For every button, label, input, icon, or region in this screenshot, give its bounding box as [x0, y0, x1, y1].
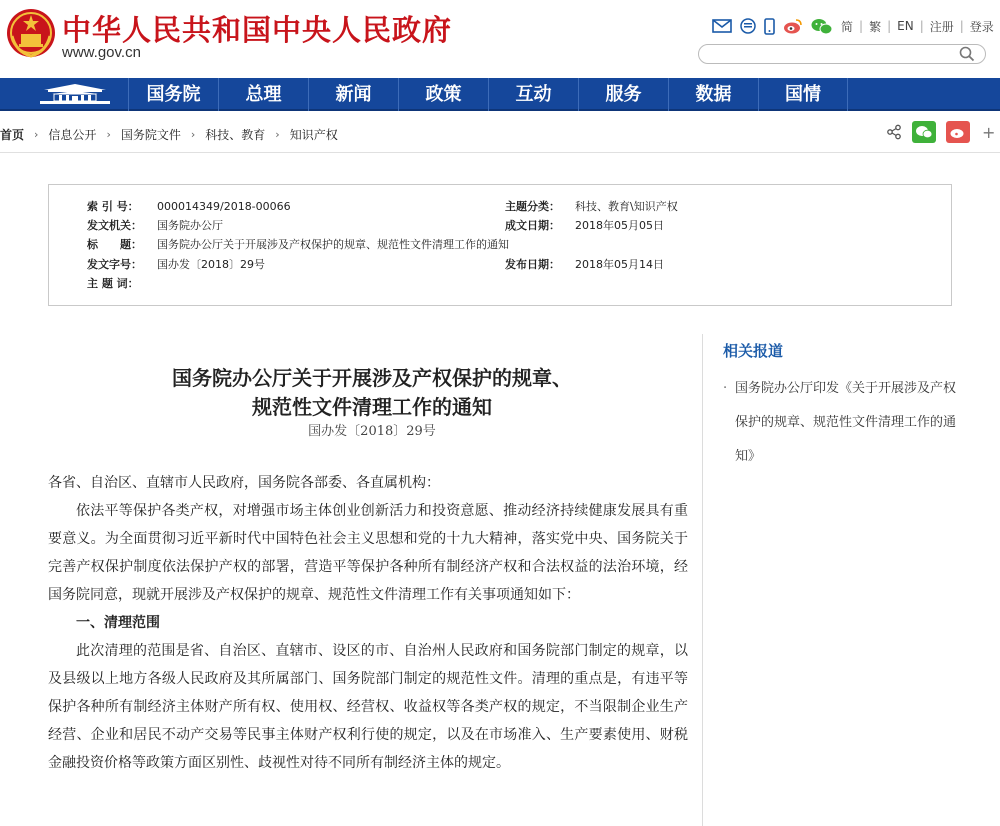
info-key: 索 引 号： [87, 200, 139, 213]
lang-english-link[interactable]: EN [897, 19, 914, 33]
lang-traditional-link[interactable]: 繁 [869, 19, 882, 34]
info-value: 科技、教育\知识产权 [575, 200, 678, 213]
mail-icon[interactable] [712, 19, 732, 33]
nav-item-interaction[interactable]: 互动 [488, 78, 578, 111]
nav-item-state-council[interactable]: 国务院 [128, 78, 218, 111]
article-title-line: 规范性文件清理工作的通知 [252, 395, 492, 419]
info-key: 主 题 词： [87, 277, 139, 290]
article-paragraph: 依法平等保护各类产权，对增强市场主体创业创新活力和投资意愿、推动经济持续健康发展具有重要意义。为全面贯彻习近平新时代中国特色社会主义思想和党的十九大精神，落实党中央、国务院关于完善产权保护制度依法保护产权的部署，营造平等保护各种所有制经济产权和合法权益的法治环境，经国务院同意，现就开展涉及产权保护的规章、规范性文件清理工作有关事项通知如下： [48, 503, 688, 603]
lang-simplified-link[interactable]: 简 [841, 19, 854, 34]
national-emblem-icon[interactable] [6, 6, 56, 60]
breadcrumb-state-council-docs[interactable]: 国务院文件 [120, 127, 181, 142]
register-link[interactable]: 注册 [929, 19, 954, 34]
breadcrumb-home[interactable]: 首页 [0, 127, 25, 142]
breadcrumb-info-disclosure[interactable]: 信息公开 [48, 127, 97, 142]
article-salutation: 各省、自治区、直辖市人民政府，国务院各部委、各直属机构： [48, 475, 440, 491]
breadcrumb-separator: › [190, 127, 196, 141]
info-value: 国务院办公厅 [157, 219, 223, 232]
share-more-icon[interactable]: + [982, 122, 996, 142]
info-key: 发布日期： [505, 258, 560, 271]
nav-item-services[interactable]: 服务 [578, 78, 668, 111]
info-published-date [505, 257, 664, 273]
toolbar-separator: | [859, 19, 864, 33]
site-domain[interactable]: www.gov.cn [62, 44, 141, 61]
info-value: 国务院办公厅关于开展涉及产权保护的规章、规范性文件清理工作的通知 [157, 238, 509, 251]
nav-item-data[interactable]: 数据 [668, 78, 758, 111]
mobile-icon[interactable] [764, 18, 775, 35]
wechat-icon[interactable] [811, 18, 833, 35]
nav-item-news[interactable]: 新闻 [308, 78, 398, 111]
rss-icon[interactable] [740, 18, 756, 34]
info-value: 国办发〔2018〕29号 [157, 258, 265, 271]
info-key: 发文字号： [87, 258, 142, 271]
article-title-line: 国务院办公厅关于开展涉及产权保护的规章、 [172, 366, 572, 390]
nav-item-policies[interactable]: 政策 [398, 78, 488, 111]
login-link[interactable]: 登录 [969, 19, 994, 34]
breadcrumb-separator: › [275, 127, 280, 141]
article-doc-number: 国办发〔2018〕29号 [308, 424, 436, 439]
share-wechat-icon[interactable] [912, 121, 936, 143]
top-toolbar [712, 16, 994, 36]
search-input[interactable] [709, 47, 959, 65]
article-body [48, 469, 688, 777]
bullet-icon: · [723, 381, 728, 396]
info-issuer [87, 218, 223, 234]
info-value: 2018年05月05日 [575, 219, 664, 232]
related-report-label: 国务院办公厅印发《关于开展涉及产权保护的规章、规范性文件清理工作的通知》 [735, 381, 957, 464]
share-icon[interactable] [886, 124, 902, 140]
toolbar-separator: | [919, 19, 924, 33]
info-keywords [87, 276, 157, 292]
related-reports-panel [702, 334, 1000, 826]
info-key: 标 题： [87, 238, 142, 251]
info-key: 发文机关： [87, 219, 142, 232]
article-section-heading: 一、清理范围 [76, 615, 160, 631]
breadcrumb-separator: › [34, 127, 39, 141]
share-bar [886, 121, 995, 143]
breadcrumb-separator: › [106, 127, 111, 141]
search-box [698, 44, 986, 64]
weibo-icon[interactable] [783, 18, 803, 34]
info-key: 成文日期： [505, 219, 560, 232]
info-key: 主题分类： [505, 200, 560, 213]
nav-items [128, 78, 848, 111]
info-doc-no [87, 257, 265, 273]
nav-item-premier[interactable]: 总理 [218, 78, 308, 111]
info-category [505, 199, 678, 215]
related-reports-title: 相关报道 [723, 342, 784, 360]
breadcrumb-divider [0, 152, 1000, 153]
breadcrumb-sci-edu[interactable]: 科技、教育 [205, 127, 266, 142]
breadcrumb-ip[interactable]: 知识产权 [289, 127, 338, 142]
toolbar-separator: | [887, 19, 892, 33]
info-value: 2018年05月14日 [575, 258, 664, 271]
article-paragraph: 此次清理的范围是省、自治区、直辖市、设区的市、自治州人民政府和国务院部门制定的规章，以及县级以上地方各级人民政府及其所属部门、国务院部门制定的规范性文件。清理的重点是，有违平等保护各种所有制经济主体财产所有权、使用权、经营权、收益权等各类产权的规定，不当限制企业生产经营、企业和居民不动产交易等民事主体财产权利行使的规定，以及在市场准入、生产要素使用、财税金融投资价格等政策方面区别性、歧视性对待不同所有制经济主体的规定。 [48, 643, 688, 771]
search-icon[interactable] [959, 46, 975, 66]
share-weibo-icon[interactable] [946, 121, 970, 143]
info-value: 000014349/2018-00066 [157, 200, 291, 213]
toolbar-separator: | [959, 19, 964, 33]
info-index-no [87, 199, 291, 215]
breadcrumb [0, 124, 338, 144]
nav-item-national-info[interactable]: 国情 [758, 78, 848, 111]
related-report-link[interactable] [723, 372, 963, 474]
site-header [0, 0, 1000, 78]
site-title[interactable]: 中华人民共和国中央人民政府 [62, 13, 453, 47]
article-title [48, 364, 696, 422]
document-info-box [48, 184, 952, 306]
info-created-date [505, 218, 664, 234]
info-title [87, 237, 509, 253]
main-nav [0, 78, 1000, 111]
zhongnanhai-gate-icon[interactable] [30, 82, 120, 107]
